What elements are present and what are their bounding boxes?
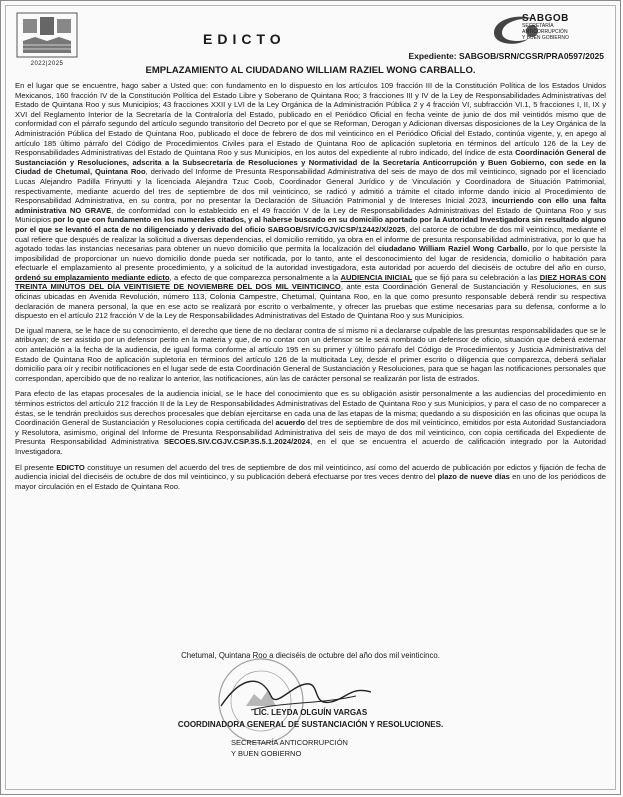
p1-bold-b: Coordinación General de Sustanciación y Resoluciones, adscrita a la Subsecretaría de Resoluciones y Normatividad de la Secretaría Anticorrupción y Buen Gobierno, con sede en la Ciudad de Chetumal, Quintana Roo [15, 148, 606, 177]
document-body [15, 81, 606, 497]
sabgob-sub-1: SECRETARÍA [522, 23, 554, 29]
p1-text-k: , a efecto de que comparezca personalmente a la [169, 272, 341, 282]
paragraph-3 [15, 389, 606, 456]
paragraph-2: De igual manera, se le hace de su conocimiento, el derecho que tiene de no declarar contra de sí mismo ni a declararse culpable de las presuntas responsabilidades que se le atribuyan; de ser asistido por un defensor perito en la materia y que, de no contar con un defensor se le será nombrado un defensor de oficio, situación que deberá externar con antelación a la fecha de la audiencia, de igual forma conforme al artículo 195 en su primer y último párrafo del Código de Procedimientos y Justicia Administrativa del Estado de Quintana Roo de aplicación supletoria en términos del artículo 126 de la multicitada Ley, desde el primer escrito o diligencia que comparezca, deberá señalar domicilio para oír y recibir notificaciones en el lugar sede de esta Coordinación General de Sustanciación y Resoluciones, para que se hagan las notificaciones personales que correspondan, apercibido que de no realizar lo anterior, las notificaciones, aún las de carácter personal se realizarán por lista de estrados. [15, 325, 606, 383]
p1-text-o: , ante esta Coordinación General de Sustanciación y Resoluciones, en sus oficinas ubicadas en Avenida Revolución, número 113, Colonia Campestre, Chetumal, Quintana Roo, en la que como presunto responsable deberá rendir su respectiva declaración de manera personal, la que en ese acto se realizará por escrito o verbalmente, y ofrecer las pruebas que estime necesarias para su defensa, conforme a lo dispuesto en el artículo 212 fracción V de la Ley de Responsabilidades Administrativas del Estado de Quintana Roo y sus Municipios. [15, 282, 606, 321]
p4-bold-d: plazo de nueve días [437, 472, 510, 482]
p3-text-c: del tres de septiembre de dos mil veinticinco, emitidos por esta Autoridad Sustanciadora y Resolutora, asimismo, original del Informe de Presunta Responsabilidad Administrativa del seis de mayo de dos mil veinticinco, con copia certificada del Expediente de Presunta Responsabilidad Administrativa [15, 418, 606, 447]
p1-text-m: que se fijó para su celebración a las [412, 272, 540, 282]
p3-text-e: , en el que se encuentra el acuerdo de calificación integrado por la Autoridad Investigadora. [15, 437, 606, 456]
closing-date-line: Chetumal, Quintana Roo a dieciséis de octubre del año dos mil veinticinco. [181, 651, 440, 660]
sabgob-sub-3: Y BUEN GOBIERNO [522, 35, 569, 41]
p4-text-a: El presente [15, 462, 57, 472]
logo-year-range: 2022|2025 [30, 61, 64, 67]
sabgob-sub-2: ANTICORRUPCIÓN [522, 29, 568, 35]
department-line-1: SECRETARÍA ANTICORRUPCIÓN [231, 738, 348, 747]
p1-text-e: , de conformidad con lo establecido en el 49 fracción V de la Ley de Responsabilidades Administrativas del Estado de Quintana Roo y sus Municipios [15, 205, 606, 225]
signer-name: LIC. LEYDA OLGUÍN VARGAS [253, 708, 368, 717]
sabgob-wordmark [522, 15, 604, 41]
paragraph-4 [15, 463, 606, 492]
document-header [15, 11, 606, 71]
p1-bold-j: ordenó su emplazamiento mediante edicto [15, 272, 170, 282]
sabgob-name: SABGOB [522, 13, 569, 24]
p1-bold-n: DIEZ HORAS CON TREINTA MINUTOS DEL DÍA VEINTISIETE DE NOVIEMBRE DEL DOS MIL VEINTICINCO [15, 272, 607, 292]
p4-bold-b: EDICTO [56, 462, 85, 472]
p3-text-a: Para efecto de las etapas procesales de la audiencia inicial, se le hace del conocimiento que es su obligación asistir personalmente a las audiencias del procedimiento en términos estrictos del artículo 212 fracción II de la Ley de Responsabilidades Administrativas del Estado de Quintana Roo y sus Municipios, y para el caso de no comparecer a éstas, se le tendrán precluidos sus derechos procesales que debían ejercitarse en cada una de las etapas de la misma; quedando a su disposición en las oficinas que ocupa la Coordinación General de Sustanciación y Resoluciones copia certificada del [15, 389, 606, 428]
p3-bold-d: SECOES.SIV.CGJV.CSP.3S.5.1.2024/2024 [163, 437, 311, 447]
p1-text-i: , por lo que persiste la imposibilidad de proporcionar un nuevo domicilio donde pueda ser notificada, por lo tanto, ante el desconocimiento del lugar de residencia, domicilio o habitación para efectuarle el emplazamiento al presente procedimiento, y a solicitud de la autoridad investigadora, esta autoridad por acuerdo del dieciséis de octubre del año en curso, [15, 244, 606, 273]
p1-bold-h: ciudadano William Raziel Wong Carballo [377, 244, 528, 254]
p1-text-a: En el lugar que se encuentre, hago saber a Usted que: con fundamento en lo dispuesto en los artículos 109 fracción III de la Constitución Política de los Estados Unidos Mexicanos, 160 fracción IV de la Constitución Política del Estado Libre y Soberano de Quintana Roo; 3 fracciones III y IV de la Ley de Responsabilidades Administrativas del Estado de Quintana Roo y sus Municipios; 43 fracciones XXII y LVI de la Ley Orgánica de la Administración Pública 2 y 4 fracción VI, subfracción VI.1, 5 fracciones I, II, IX y XVI del Reglamento Interior de la Secretaría de la Contraloría del Estado, publicado en el Periódico Oficial en fecha veinte de junio de dos mil veintidós mismo que de conformidad con el párrafo segundo del artículo segundo transitorio del Decreto por el que se Reforman, Derogan y Adicionan diversas disposiciones de la Ley Orgánica de la Administración Pública del Estado de Quintana Roo, publicado el doce de febrero de dos mil veinticinco en el Periódico Oficial del Estado, continúa vigente, y, en apego al artículo 185 último párrafo del Código de Procedimientos Civiles para el Estado de Quintana Roo de aplicación supletoria en términos del artículo 126 de la Ley de Responsabilidades Administrativas del Estado de Quintana Roo y sus Municipios, en los autos del expediente al rubro indicado, del índice de esta [15, 81, 606, 158]
p1-text-g: , del catorce de octubre de dos mil veinticinco, mediante el cual refiere que después de realizar la solicitud a diversas dependencias, el domicilio remitido, ya obra en el informe de presunta responsabilidad administrativa, por lo que ha agotado todas las instancias necesarias para obtener un nuevo domicilio que permita la localización del [15, 224, 606, 254]
department-line-2: Y BUEN GOBIERNO [231, 749, 302, 758]
p1-bold-d: incurriendo con ello una falta administrativa NO GRAVE [15, 196, 606, 215]
page-title: EDICTO [203, 31, 286, 47]
p1-bold-l: AUDIENCIA INICIAL [340, 272, 413, 282]
p4-text-e: en uno de los periódicos de mayor circulación en el Estado de Quintana Roo. [15, 472, 606, 491]
document-heading: EMPLAZAMIENTO AL CIUDADANO WILLIAM RAZIEL WONG CARBALLO. [145, 65, 476, 76]
paragraph-1 [15, 81, 606, 321]
signer-title: COORDINADORA GENERAL DE SUSTANCIACIÓN Y RESOLUCIONES. [177, 720, 444, 729]
quintana-roo-logo-icon [15, 11, 79, 63]
department-stamp [231, 737, 348, 759]
expediente-number: Expediente: SABGOB/SRN/CGSR/PRA0597/2025 [408, 51, 604, 61]
p1-text-c: , derivado del Informe de Presunta Responsabilidad Administrativa del seis de mayo de dos mil veinticinco, signado por el licenciado Lucas Alejandro Padilla Frinyutti y la licenciada Alejandra Tzuc Coob, Coordinador General Jurídico y de Vinculación y Coordinadora de Situación Patrimonial, respectivamente, mediante acuerdo del tres de septiembre de dos mil veinticinco, se radicó y admitió a trámite el citado informe dando inicio al Procedimiento de Responsabilidad Administrativa, en su contra, por no presentar la Declaración de Situación Patrimonial y de Intereses Inicial 2023, [15, 167, 606, 206]
p3-bold-b: acuerdo [275, 418, 306, 428]
p1-bold-f: por lo que con fundamento en los numerales citados, y al haberse buscado en su domicilio aportado por la Autoridad Investigadora sin resultado alguno por el que se levantó el acta de no diligenciado y derivado del oficio SABGOB/SIV/CGJV/CSP/12442/X/2025 [15, 215, 607, 234]
p4-text-c: constituye un resumen del acuerdo del tres de septiembre de dos mil veinticinco, así como del acuerdo de publicación por edictos y fijación de fecha de audiencia inicial del dieciséis de octubre de dos mil veinticinco, y su publicación deberá efectuarse por tres veces dentro del [15, 462, 606, 482]
